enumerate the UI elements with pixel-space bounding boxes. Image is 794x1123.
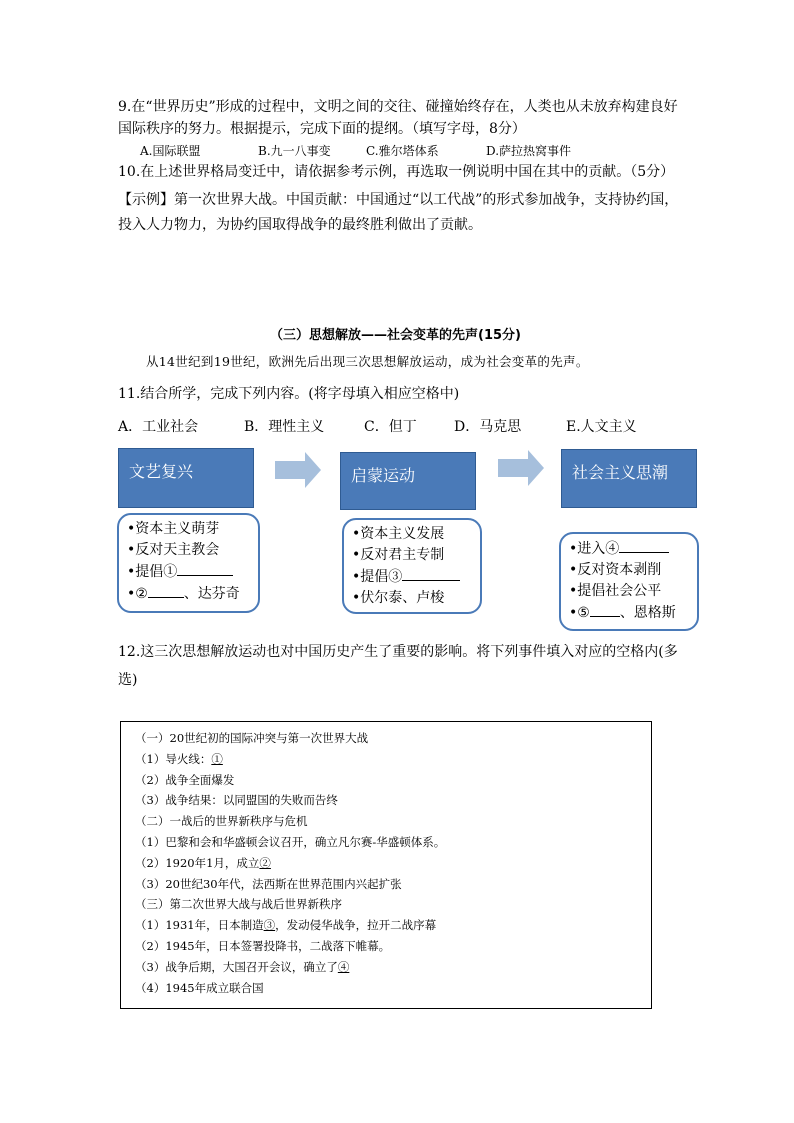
box-enlightenment-title: 启蒙运动 <box>351 466 416 485</box>
box-socialism <box>561 449 697 508</box>
q11-prompt: 11.结合所学，完成下列内容。(将字母填入相应空格中) <box>118 386 460 402</box>
blank-mark[interactable]: ② <box>259 855 271 870</box>
answer-blank[interactable] <box>148 583 184 598</box>
list-item: •资本主义萌芽 <box>127 521 220 537</box>
q11-option-c: C．但丁 <box>364 419 417 435</box>
arrow-right-icon <box>275 452 323 488</box>
q10-line1: 10.在上述世界格局变迁中，请依据参考示例，再选取一例说明中国在其中的贡献。（5分） <box>118 164 675 180</box>
outline-line: （4）1945年成立联合国 <box>135 980 264 995</box>
q9-options <box>118 142 678 158</box>
outline-line: （二）一战后的世界新秩序与危机 <box>135 814 308 829</box>
list-item: •资本主义发展 <box>352 526 445 542</box>
outline-line: （三）第二次世界大战与战后世界新秩序 <box>135 897 342 912</box>
q9-option-b: B.九一八事变 <box>258 144 331 158</box>
blank-mark[interactable]: ③ <box>263 918 276 933</box>
outline-line: （1）1931年，日本制造③，发动侵华战争，拉开二战序幕 <box>135 918 437 933</box>
list-renaissance <box>117 513 260 613</box>
list-item: •伏尔泰、卢梭 <box>352 590 445 606</box>
list-item: •提倡① <box>127 561 252 583</box>
answer-blank[interactable] <box>402 566 460 581</box>
list-item: •反对君主专制 <box>352 547 445 563</box>
q9-option-a: A.国际联盟 <box>140 144 201 158</box>
outline-line: （1）巴黎和会和华盛顿会议召开，确立凡尔赛-华盛顿体系。 <box>135 834 446 849</box>
list-item: •提倡社会公平 <box>569 583 662 599</box>
q12-line1: 12.这三次思想解放运动也对中国历史产生了重要的影响。将下列事件填入对应的空格内(多 <box>118 644 678 660</box>
q12-line2: 选) <box>118 672 138 688</box>
q11-option-b: B．理性主义 <box>244 419 325 435</box>
list-item: •进入④ <box>569 538 691 560</box>
q10-line2: 【示例】第一次世界大战。中国贡献：中国通过“以工代战”的形式参加战争，支持协约国， <box>118 192 679 208</box>
outline-line: （3）战争结果：以同盟国的失败而告终 <box>135 793 338 808</box>
blank-mark[interactable]: ④ <box>337 959 350 974</box>
list-item: •反对资本剥削 <box>569 562 662 578</box>
outline-line: （3）战争后期，大国召开会议，确立了④ <box>135 959 350 974</box>
answer-blank[interactable] <box>619 538 669 553</box>
outline-line: （2）1920年1月，成立② <box>135 855 271 870</box>
q11-option-d: D．马克思 <box>454 419 522 435</box>
q11-option-a: A．工业社会 <box>118 419 199 435</box>
list-enlightenment <box>342 518 482 614</box>
box-renaissance-title: 文艺复兴 <box>129 462 194 481</box>
answer-blank[interactable] <box>177 561 233 576</box>
arrow-right-icon <box>498 450 546 486</box>
list-item: •反对天主教会 <box>127 542 220 558</box>
outline-line: （1）导火线：① <box>135 751 223 766</box>
outline-line: （2）1945年，日本签署投降书，二战落下帷幕。 <box>135 938 391 953</box>
outline-line: （3）20世纪30年代，法西斯在世界范围内兴起扩张 <box>135 876 402 891</box>
list-item: •提倡③ <box>352 566 474 588</box>
section3-title: （三）思想解放——社会变革的先声(15分) <box>270 328 521 343</box>
q9-option-d: D.萨拉热窝事件 <box>486 144 572 158</box>
q11-option-e: E.人文主义 <box>566 419 637 435</box>
blank-mark[interactable]: ① <box>211 751 223 766</box>
outline-line: （一）20世纪初的国际冲突与第一次世界大战 <box>135 731 369 745</box>
q9-option-c: C.雅尔塔体系 <box>366 144 439 158</box>
q9-line2: 国际秩序的努力。根据提示，完成下面的提纲。（填写字母，8分） <box>118 121 526 137</box>
q9-line1: 9.在“世界历史”形成的过程中，文明之间的交往、碰撞始终存在，人类也从未放弃构建良好 <box>118 99 678 115</box>
box-socialism-title: 社会主义思潮 <box>572 463 669 482</box>
answer-blank[interactable] <box>590 602 620 617</box>
box-renaissance <box>118 448 254 508</box>
outline-box <box>120 721 652 1009</box>
box-enlightenment <box>340 452 476 510</box>
section3-intro: 从14世纪到19世纪，欧洲先后出现三次思想解放运动，成为社会变革的先声。 <box>146 354 589 369</box>
outline-line: （2）战争全面爆发 <box>135 772 235 787</box>
q11-options <box>118 416 678 436</box>
list-item: •⑤ 、恩格斯 <box>569 602 691 624</box>
list-socialism <box>559 532 699 631</box>
q10-line3: 投入人力物力，为协约国取得战争的最终胜利做出了贡献。 <box>118 217 482 233</box>
list-item: •② 、达芬奇 <box>127 583 252 605</box>
